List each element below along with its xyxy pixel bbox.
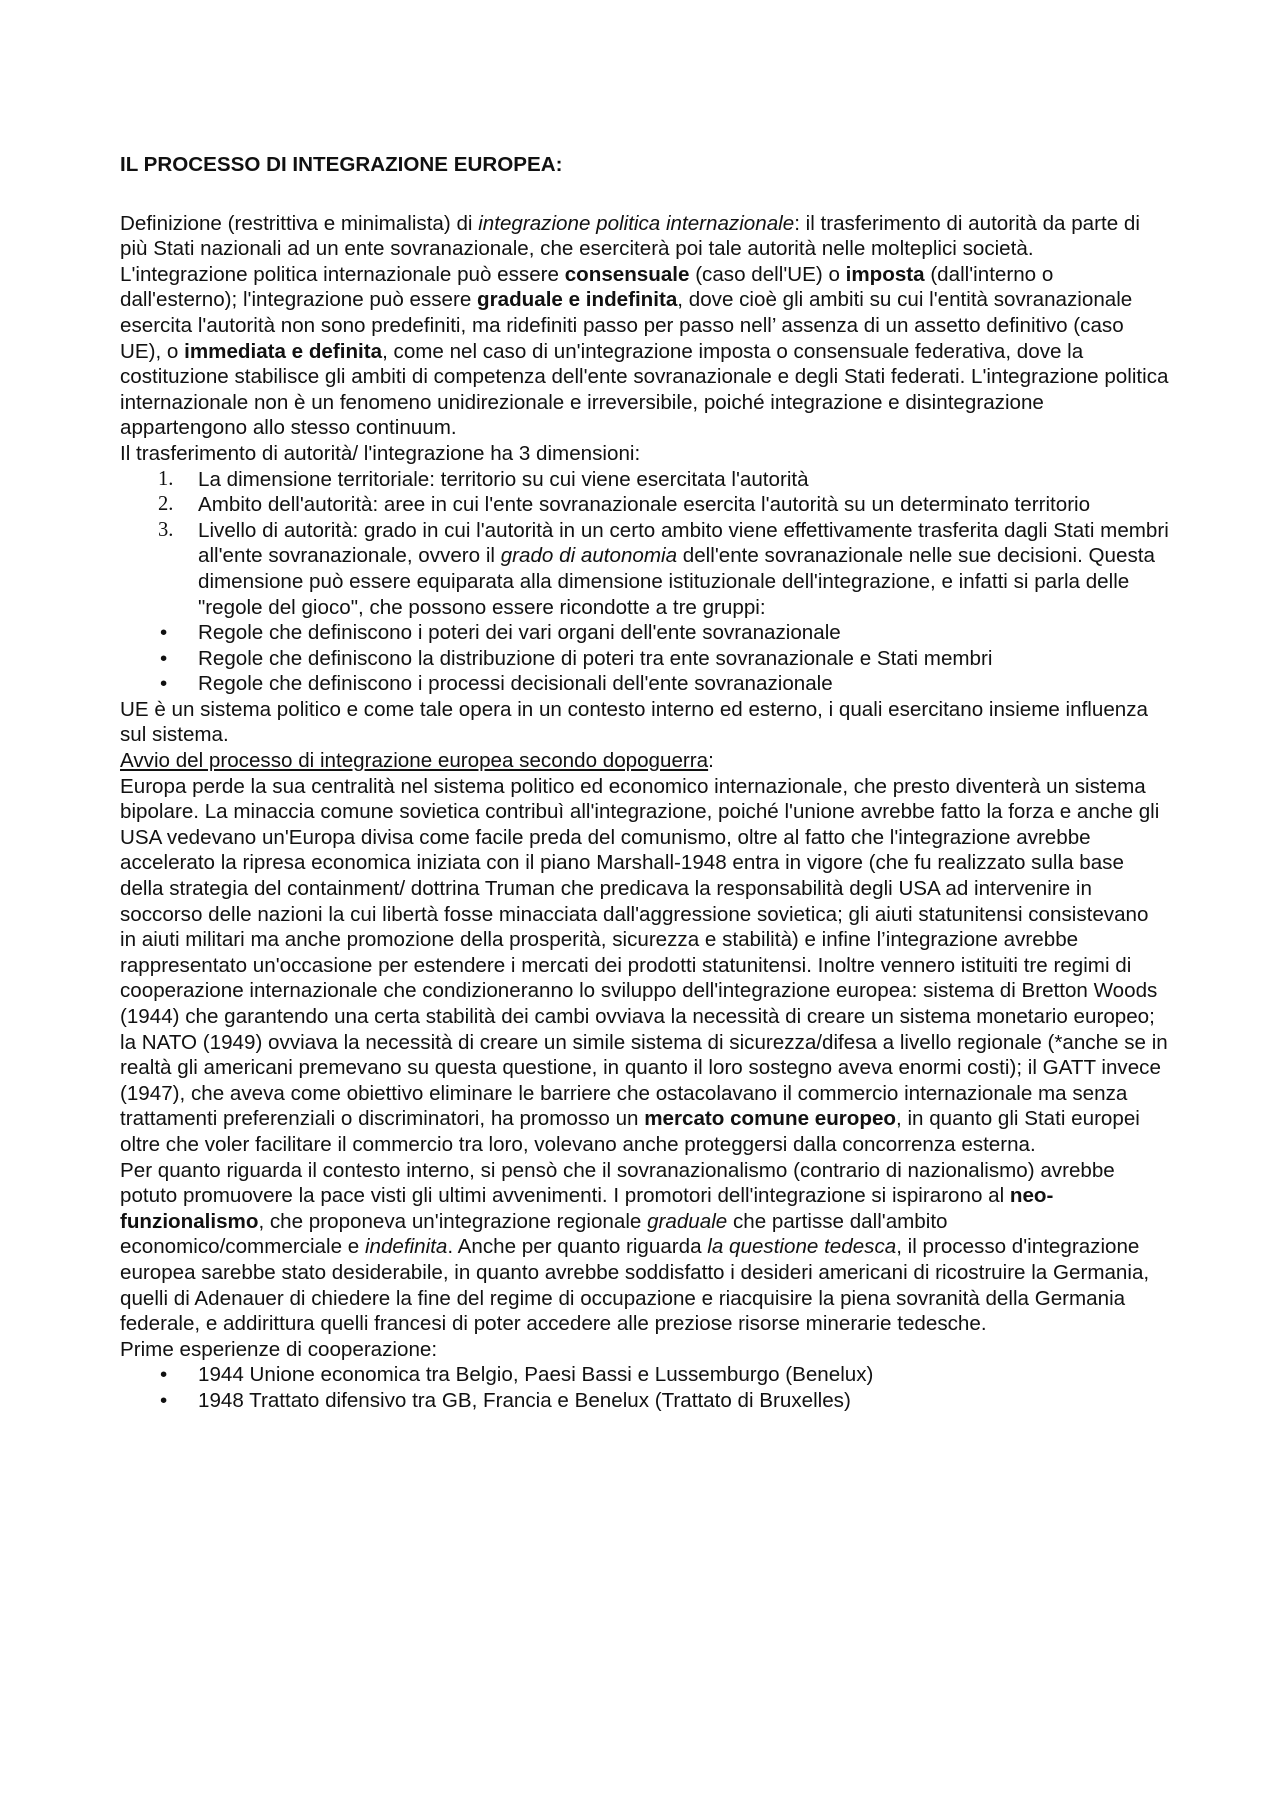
list-item (120, 518, 1170, 620)
dimensions-list (120, 467, 1170, 621)
bullet-icon: • (160, 646, 168, 670)
text-segment: . Anche per quanto riguarda (447, 1235, 708, 1259)
list-number: 2. (158, 493, 174, 516)
list-number: 1. (158, 467, 174, 490)
list-item (120, 492, 1170, 518)
text-segment: : il trasferimento di autorità da parte di più Stati nazionali ad un ente sovranazionale, che eserciterà poi tale autorità nelle molteplici società. (120, 211, 1140, 261)
internal-context-paragraph (120, 1158, 1170, 1337)
list-item (120, 1362, 1170, 1388)
list-item (120, 1388, 1170, 1414)
dimensions-intro-paragraph (120, 441, 1170, 467)
text-segment: , in quanto gli Stati europei oltre che voler facilitare il commercio tra loro, volevano anche proteggersi dalla concorrenza esterna. (120, 1107, 1140, 1156)
text-segment: 1948 Trattato difensivo tra GB, Francia e Benelux (Trattato di Bruxelles) (198, 1388, 851, 1412)
text-segment: indefinita (364, 1235, 448, 1259)
text-segment: dell'ente sovranazionale nelle sue decisioni. Questa dimensione può essere equiparata alla dimensione istituzionale dell'integrazione, e infatti si parla delle "regole del gioco", che possono essere ricondotte a tre gruppi: (198, 544, 1155, 619)
list-item (120, 646, 1170, 672)
text-segment: Prime esperienze di cooperazione: (120, 1337, 438, 1361)
text-segment: graduale e indefinita (477, 288, 678, 312)
text-segment: integrazione politica internazionale (478, 211, 795, 235)
list-item (120, 671, 1170, 697)
text-segment: Europa perde la sua centralità nel sistema politico ed economico internazionale, che presto diventerà un sistema bipolare. La minaccia comune sovietica contribuì all'integrazione, poiché l'unione avrebbe fatto la forza e anche gli USA vedevano un'Europa divisa come facile preda del comunismo, oltre al fatto che l'integrazione avrebbe accelerato la ripresa economica iniziata con il piano Marshall-1948 entra in vigore (che fu realizzato sulla base della strategia del containment/ dottrina Truman che predicava la responsabilità degli USA ad intervenire in soccorso delle nazioni la cui libertà fosse minacciata dall'aggressione sovietica; gli aiuti statunitensi consistevano in aiuti militari ma anche promozione della prosperità, sicurezza e stabilità) e infine l’integrazione avrebbe rappresentato un'occasione per estendere i mercati dei prodotti statunitensi. Inoltre vennero istituiti tre regimi di cooperazione internazionale che condizioneranno lo sviluppo dell'integrazione europea: sistema di Bretton Woods (1944) che garantendo una certa stabilità dei cambi ovviava la necessità di creare un sistema monetario europeo; la NATO (1949) ovviava la necessità di creare un simile sistema di sicurezza/difesa a livello regionale (*anche se in realtà gli americani premevano su questa questione, in quanto il loro sostegno aveva enormi costi); il GATT invece (1947), che aveva come obiettivo eliminare le barriere che ostacolavano il commercio internazionale ma senza trattamenti preferenziali o discriminatori, ha promosso un (120, 774, 1168, 1131)
text-segment: (dall'interno o dall'esterno); l'integrazione può essere (120, 262, 1054, 312)
text-segment: grado di autonomia (500, 544, 678, 568)
bullet-icon: • (160, 1388, 168, 1412)
text-segment: : (708, 749, 714, 773)
text-segment: 1944 Unione economica tra Belgio, Paesi Bassi e Lussemburgo (Benelux) (198, 1363, 874, 1387)
text-segment: Ambito dell'autorità: aree in cui l'ente sovranazionale esercita l'autorità su un determinato territorio (198, 493, 1091, 517)
text-segment: , che proponeva un'integrazione regionale (258, 1209, 648, 1233)
text-segment: immediata e definita (184, 339, 383, 363)
bullet-icon: • (160, 621, 168, 645)
rules-list (120, 620, 1170, 697)
list-number: 3. (158, 518, 174, 541)
eu-system-paragraph (120, 697, 1170, 748)
postwar-context-paragraph (120, 774, 1170, 1158)
cooperation-intro-paragraph (120, 1337, 1170, 1363)
text-segment: Per quanto riguarda il contesto interno, si pensò che il sovranazionalismo (contrario di nazionalismo) avrebbe potuto promuovere la pace visti gli ultimi avvenimenti. I promotori dell'integrazione si ispirarono al (120, 1158, 1115, 1208)
section-heading-postwar (120, 748, 1170, 774)
list-item (120, 620, 1170, 646)
text-segment: neo-funzionalismo (120, 1184, 1054, 1233)
bullet-icon: • (160, 1363, 168, 1387)
text-segment: (caso dell'UE) o (689, 262, 846, 286)
text-segment: la questione tedesca (707, 1235, 897, 1259)
text-segment: L'integrazione politica internazionale può essere (120, 262, 565, 286)
definition-paragraph (120, 211, 1170, 262)
text-segment: mercato comune europeo (644, 1107, 896, 1131)
text-segment: , il processo d'integrazione europea sarebbe stato desiderabile, in quanto avrebbe soddisfatto i desideri americani di ricostruire la Germania, quelli di Adenauer di chiedere la fine del regime di occupazione e riacquisire la piena sovranità della Germania federale, e addirittura quelli francesi di poter accedere alle preziose risorse minerarie tedesche. (120, 1235, 1150, 1336)
text-segment: che partisse dall'ambito economico/commerciale e (120, 1209, 948, 1259)
document-title: IL PROCESSO DI INTEGRAZIONE EUROPEA: (120, 153, 563, 176)
text-segment: Regole che definiscono la distribuzione di poteri tra ente sovranazionale e Stati membri (198, 646, 993, 670)
text-segment: UE è un sistema politico e come tale opera in un contesto interno ed esterno, i quali esercitano insieme influenza sul sistema. (120, 697, 1148, 747)
text-segment: Definizione (restrittiva e minimalista) di (120, 211, 479, 235)
text-segment: La dimensione territoriale: territorio su cui viene esercitata l'autorità (198, 467, 809, 491)
text-segment: Livello di autorità: grado in cui l'autorità in un certo ambito viene effettivamente trasferita dagli Stati membri all'ente sovranazionale, ovvero il (198, 518, 1169, 568)
text-segment: , dove cioè gli ambiti su cui l'entità sovranazionale esercita l'autorità non sono predefiniti, ma ridefiniti passo per passo nell’ assenza di un assetto definitivo (caso UE), o (120, 288, 1133, 363)
cooperation-list (120, 1362, 1170, 1413)
list-item (120, 467, 1170, 493)
integration-types-paragraph (120, 262, 1170, 441)
text-segment: Regole che definiscono i poteri dei vari organi dell'ente sovranazionale (198, 621, 841, 645)
document-page (120, 152, 1170, 1414)
text-segment: Il trasferimento di autorità/ l'integrazione ha 3 dimensioni: (120, 441, 641, 465)
text-segment: graduale (647, 1209, 728, 1233)
text-segment: , come nel caso di un'integrazione imposta o consensuale federativa, dove la costituzione stabilisce gli ambiti di competenza dell'ente sovranazionale e degli Stati federati. L'integrazione politica internazionale non è un fenomeno unidirezionale e irreversibile, poiché integrazione e disintegrazione appartengono allo stesso continuum. (120, 339, 1169, 440)
text-segment: Avvio del processo di integrazione europea secondo dopoguerra (120, 749, 709, 773)
text-segment: Regole che definiscono i processi decisionali dell'ente sovranazionale (198, 672, 833, 696)
text-segment: consensuale (564, 262, 690, 286)
bullet-icon: • (160, 672, 168, 696)
text-segment: imposta (845, 262, 925, 286)
